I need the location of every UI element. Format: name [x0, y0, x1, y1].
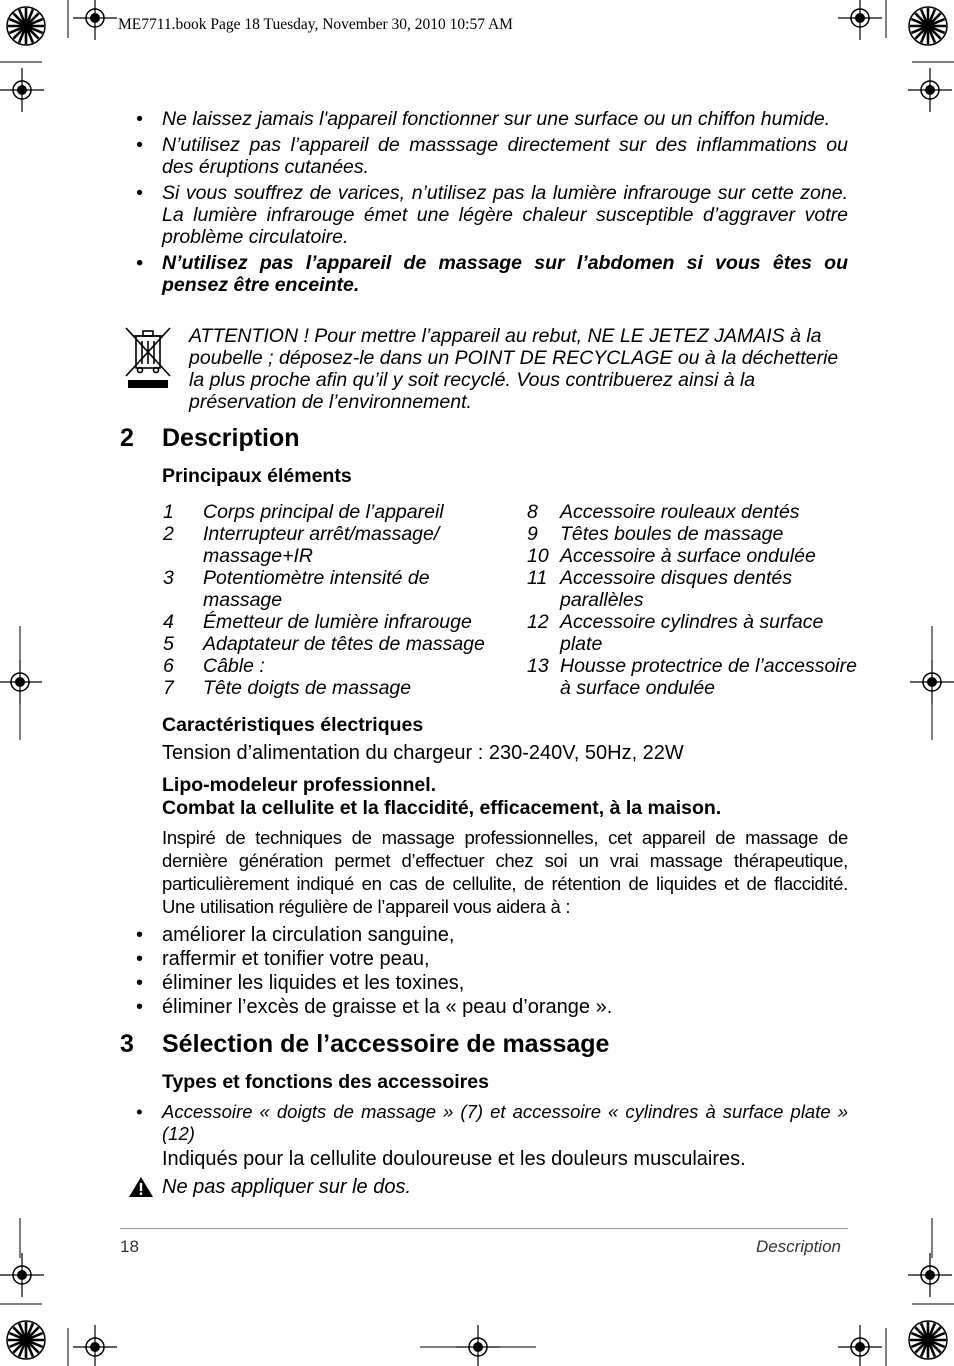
- warning-text: Ne pas appliquer sur le dos.: [162, 1176, 412, 1198]
- attention-note: ATTENTION ! Pour mettre l’appareil au rebut, NE LE JETEZ JAMAIS à la poubelle ; déposez-le dans un POINT DE RECYCLAGE ou à la déchetterie la plus proche afin qu’il y soit recyclé. Vous contribuerez ainsi à la préservation de l’environnement.: [189, 325, 839, 413]
- voltage-text: Tension d’alimentation du chargeur : 230-240V, 50Hz, 22W: [162, 742, 684, 764]
- section-heading-accessory: 3 Sélection de l’accessoire de massage: [120, 1030, 610, 1058]
- list-item: • N’utilisez pas l’appareil de masssage directement sur des inflammations ou des éruptions cutanées.: [136, 134, 848, 178]
- footer-divider: [120, 1228, 848, 1229]
- list-item: 7 Tête doigts de massage: [163, 677, 412, 699]
- safety-list: [124, 108, 848, 300]
- section-heading-description: 2 Description: [120, 424, 300, 452]
- list-item: 9 Têtes boules de massage: [527, 523, 784, 545]
- list-item: 4 Émetteur de lumière infrarouge: [163, 611, 472, 633]
- main-elements-heading: Principaux éléments: [162, 465, 352, 487]
- list-item: 13 Housse protectrice de l’accessoire à surface ondulée: [527, 655, 857, 699]
- electrical-heading: Caractéristiques électriques: [162, 714, 424, 736]
- list-item: • éliminer l’excès de graisse et la « peau d’orange ».: [136, 996, 613, 1018]
- lipo-heading-2: Combat la cellulite et la flaccidité, efficacement, à la maison.: [162, 797, 722, 819]
- warning-icon: [128, 1176, 154, 1198]
- list-item: • N’utilisez pas l’appareil de massage sur l’abdomen si vous êtes ou pensez être enceinte.: [136, 252, 848, 296]
- print-slug: ME7711.book Page 18 Tuesday, November 30, 2010 10:57 AM: [118, 16, 513, 33]
- list-item: 2 Interrupteur arrêt/massage/ massage+IR: [163, 523, 440, 567]
- list-item: • Si vous souffrez de varices, n’utilisez pas la lumière infrarouge sur cette zone. La lumière infrarouge émet une légère chaleur susceptible d’aggraver votre problème circulatoire.: [136, 182, 848, 248]
- intro-paragraph: Inspiré de techniques de massage professionnelles, cet appareil de massage de dernière génération permet d’effectuer chez soi un vrai massage thérapeutique, particulièrement indiqué en cas de cellulite, de rétention de liquides et de flaccidité. Une utilisation régulière de l’appareil vous aidera à :: [162, 827, 848, 917]
- page-number: 18: [120, 1237, 139, 1256]
- list-item: 6 Câble :: [163, 655, 265, 677]
- benefits-list: [124, 923, 848, 1019]
- crossed-bin-icon: [124, 326, 172, 392]
- list-item: • raffermir et tonifier votre peau,: [136, 948, 430, 970]
- list-item: 1 Corps principal de l’appareil: [163, 501, 444, 523]
- types-heading: Types et fonctions des accessoires: [162, 1071, 489, 1093]
- list-item: 5 Adaptateur de têtes de massage: [163, 633, 485, 655]
- list-item: • Accessoire « doigts de massage » (7) et accessoire « cylindres à surface plate » (12): [136, 1101, 848, 1144]
- indication-text: Indiqués pour la cellulite douloureuse et les douleurs musculaires.: [162, 1148, 746, 1170]
- elements-list-right: [527, 501, 857, 699]
- footer-section-name: Description: [755, 1237, 841, 1256]
- list-item: • Ne laissez jamais l'appareil fonctionner sur une surface ou un chiffon humide.: [136, 108, 831, 130]
- list-item: • éliminer les liquides et les toxines,: [136, 972, 465, 994]
- list-item: 8 Accessoire rouleaux dentés: [527, 501, 800, 523]
- list-item: • améliorer la circulation sanguine,: [136, 924, 455, 946]
- elements-list-left: [163, 501, 523, 699]
- accessory-list: [124, 1101, 848, 1149]
- list-item: 12 Accessoire cylindres à surface plate: [527, 611, 824, 655]
- lipo-heading-1: Lipo-modeleur professionnel.: [162, 774, 437, 796]
- list-item: 11 Accessoire disques dentés parallèles: [527, 567, 792, 611]
- list-item: 10 Accessoire à surface ondulée: [527, 545, 816, 567]
- list-item: 3 Potentiomètre intensité de massage: [163, 567, 430, 611]
